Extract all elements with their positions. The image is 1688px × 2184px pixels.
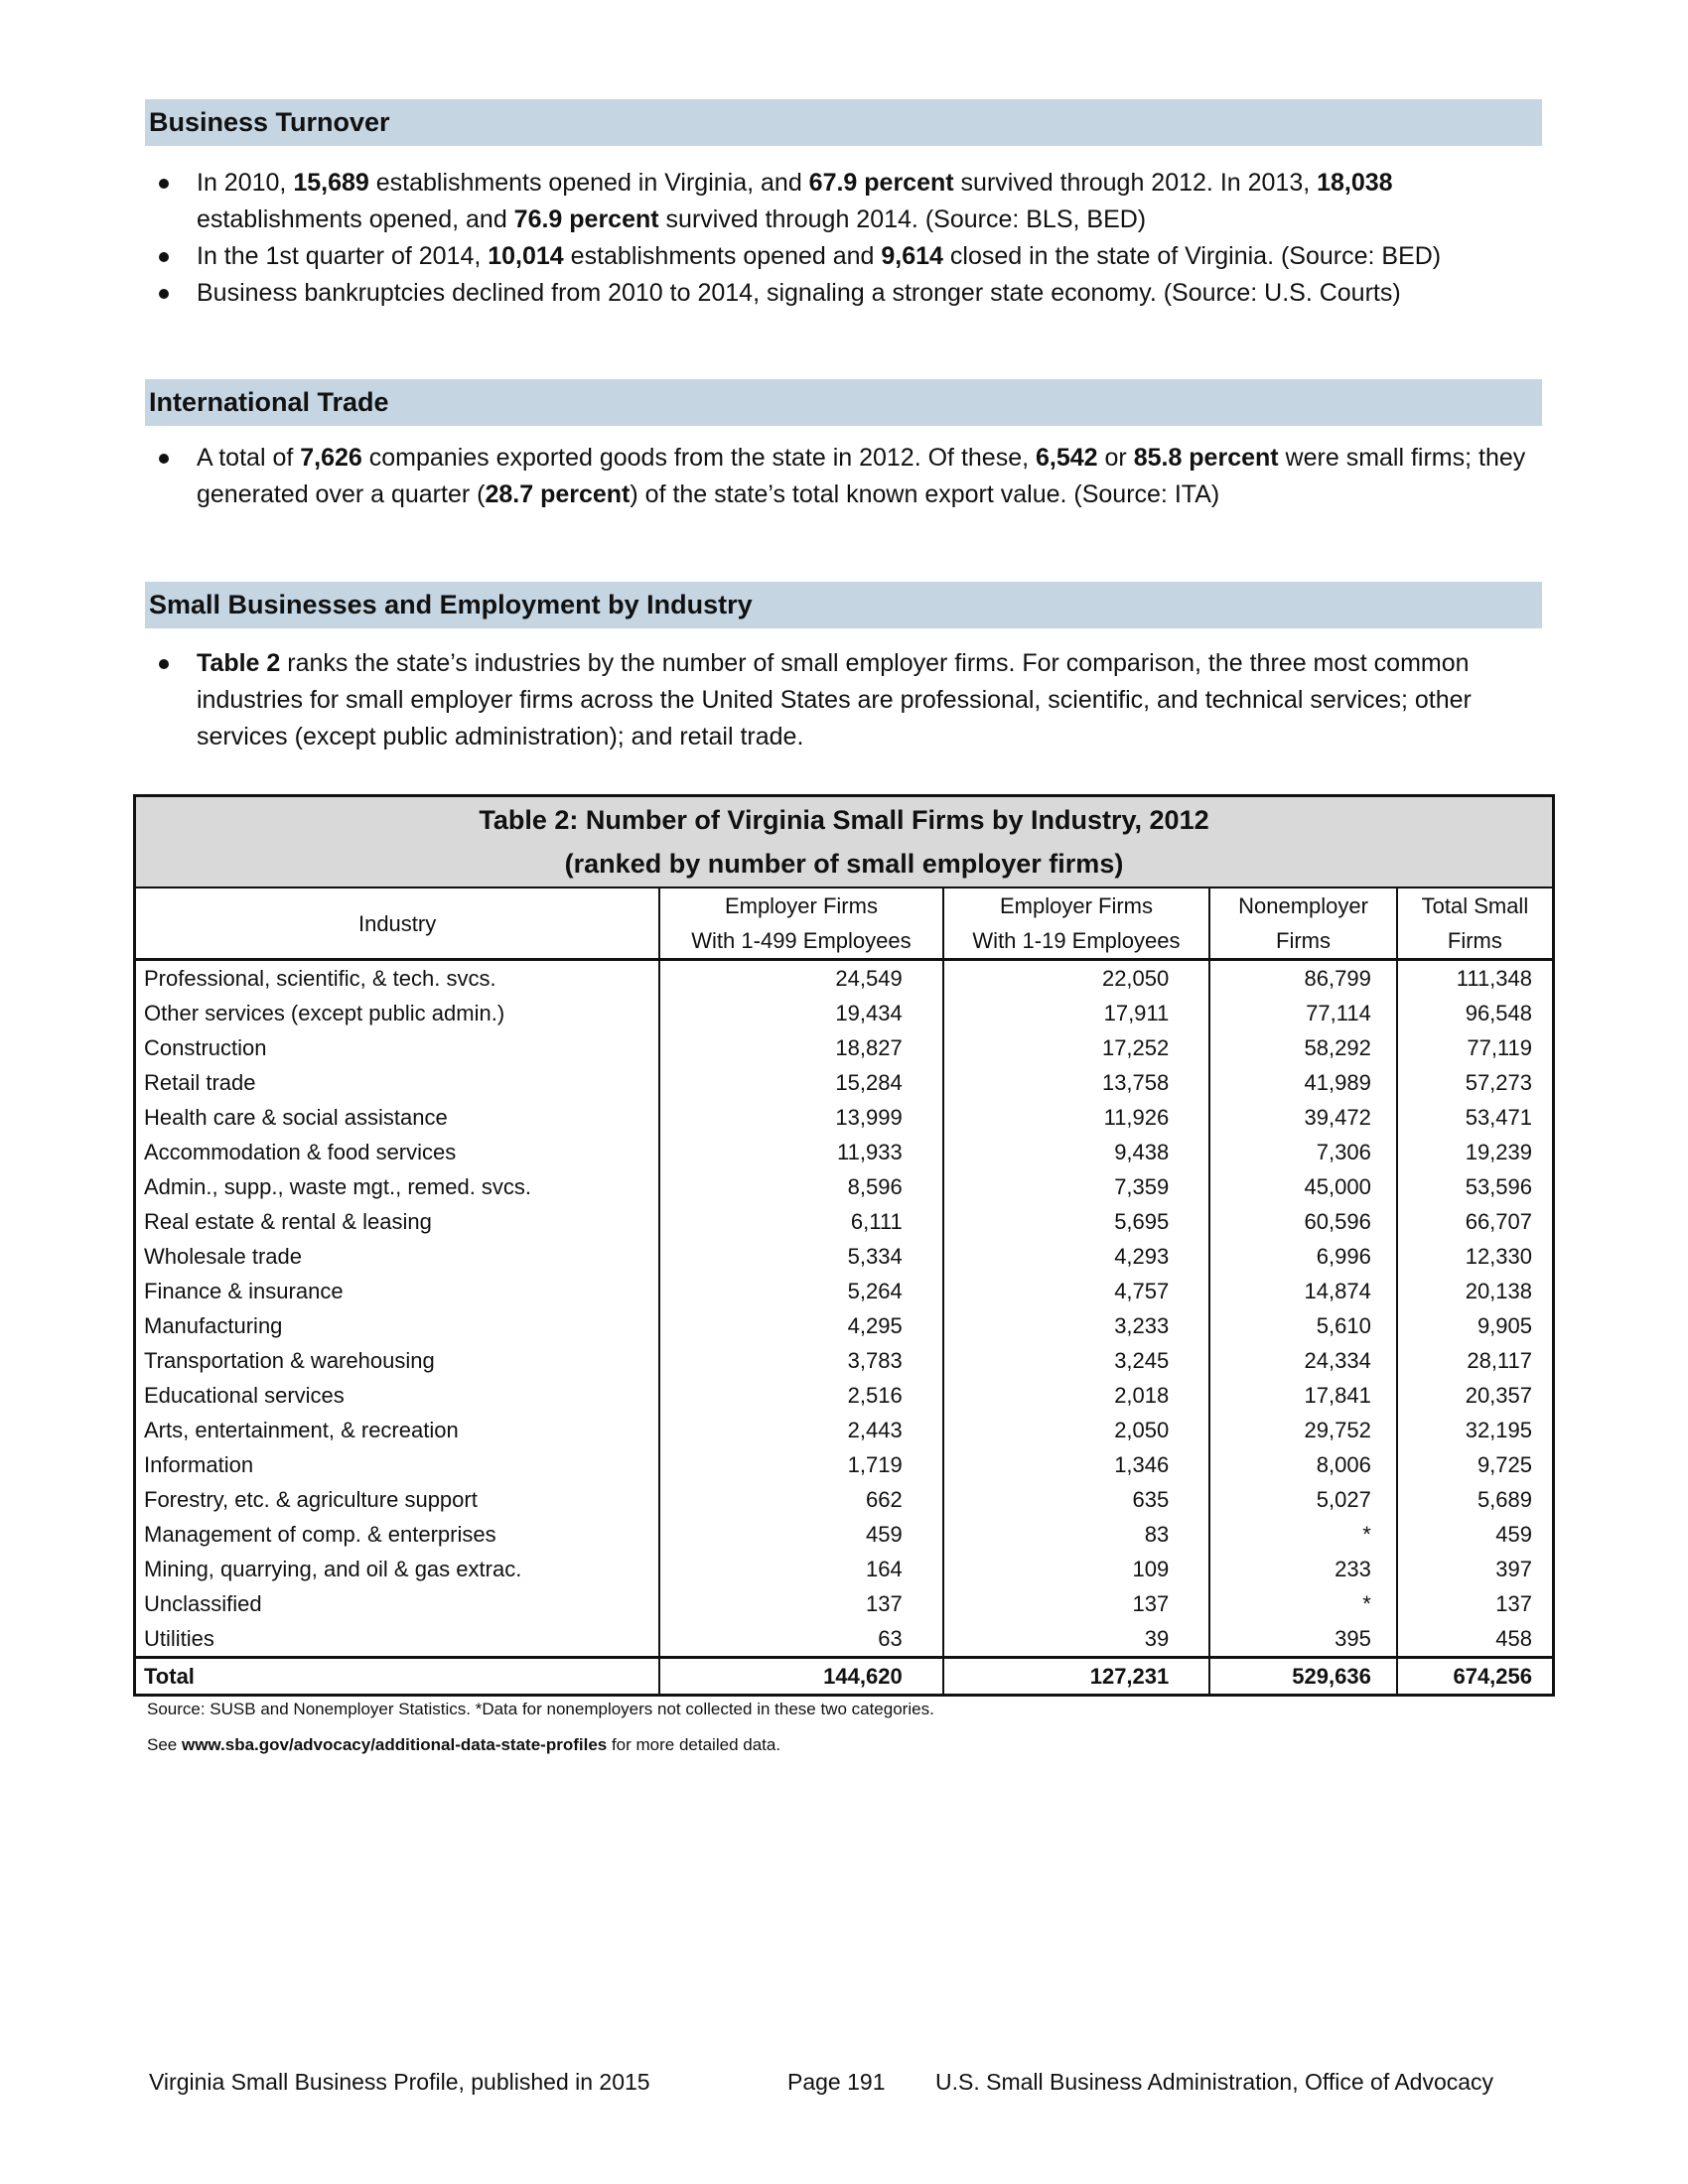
table-row <box>135 1135 1554 1169</box>
column-header-nonemployer: Nonemployer Firms <box>1209 887 1397 960</box>
total-small-firms: 674,256 <box>1397 1658 1554 1696</box>
cell-employer-1-499: 662 <box>659 1482 943 1517</box>
cell-industry-name: Real estate & rental & leasing <box>144 1209 432 1234</box>
cell-nonemployer: 60,596 <box>1209 1204 1397 1239</box>
bullet-item: Business bankruptcies declined from 2010 to 2014, signaling a stronger state economy. (Source: U.S. Courts) <box>145 275 1555 312</box>
bullet-item: A total of 7,626 companies exported goods from the state in 2012. Of these, 6,542 or 85.8 percent were small firms; they generated over a quarter (28.7 percent) of the state’s total known export value. (Source: ITA) <box>145 440 1555 513</box>
bullet-item: In the 1st quarter of 2014, 10,014 establishments opened and 9,614 closed in the state of Virginia. (Source: BED) <box>145 238 1555 275</box>
bullet-icon <box>159 179 169 189</box>
cell-nonemployer: 58,292 <box>1209 1030 1397 1065</box>
cell-employer-1-499: 137 <box>659 1586 943 1621</box>
cell-employer-1-499: 8,596 <box>659 1169 943 1204</box>
cell-nonemployer: 395 <box>1209 1621 1397 1658</box>
cell-industry-name: Retail trade <box>144 1070 256 1095</box>
cell-total-small: 5,689 <box>1397 1482 1554 1517</box>
table-row <box>135 1169 1554 1204</box>
cell-total-small: 57,273 <box>1397 1065 1554 1100</box>
more-data-note: See www.sba.gov/advocacy/additional-data-state-profiles for more detailed data. <box>147 1735 781 1754</box>
cell-industry-name: Educational services <box>144 1383 345 1408</box>
industry-table <box>133 794 1555 1697</box>
table-row <box>135 960 1554 997</box>
total-employer-1-19: 127,231 <box>943 1658 1210 1696</box>
cell-nonemployer: * <box>1209 1517 1397 1552</box>
cell-industry-name: Arts, entertainment, & recreation <box>144 1418 459 1442</box>
cell-employer-1-19: 2,018 <box>943 1378 1210 1413</box>
cell-employer-1-19: 109 <box>943 1552 1210 1586</box>
cell-employer-1-19: 4,757 <box>943 1274 1210 1308</box>
bullet-icon <box>159 252 169 262</box>
cell-employer-1-19: 137 <box>943 1586 1210 1621</box>
cell-total-small: 66,707 <box>1397 1204 1554 1239</box>
bullet-icon <box>159 659 169 669</box>
table-row <box>135 1378 1554 1413</box>
cell-total-small: 32,195 <box>1397 1413 1554 1447</box>
cell-employer-1-499: 164 <box>659 1552 943 1586</box>
cell-nonemployer: 86,799 <box>1209 960 1397 997</box>
table-row <box>135 1482 1554 1517</box>
column-header-employer-1-19: Employer Firms With 1-19 Employees <box>943 887 1210 960</box>
cell-total-small: 53,471 <box>1397 1100 1554 1135</box>
cell-total-small: 9,905 <box>1397 1308 1554 1343</box>
cell-industry-name: Utilities <box>144 1626 214 1651</box>
cell-employer-1-499: 5,334 <box>659 1239 943 1274</box>
total-employer-1-499: 144,620 <box>659 1658 943 1696</box>
cell-total-small: 19,239 <box>1397 1135 1554 1169</box>
cell-total-small: 20,138 <box>1397 1274 1554 1308</box>
cell-total-small: 9,725 <box>1397 1447 1554 1482</box>
bullet-icon <box>159 454 169 464</box>
cell-employer-1-499: 4,295 <box>659 1308 943 1343</box>
table-total-row <box>135 1658 1554 1696</box>
cell-nonemployer: 5,027 <box>1209 1482 1397 1517</box>
cell-employer-1-19: 2,050 <box>943 1413 1210 1447</box>
cell-industry-name: Unclassified <box>144 1591 262 1616</box>
table-row <box>135 1239 1554 1274</box>
cell-employer-1-19: 17,911 <box>943 996 1210 1030</box>
cell-employer-1-19: 13,758 <box>943 1065 1210 1100</box>
cell-employer-1-19: 39 <box>943 1621 1210 1658</box>
table-row <box>135 1204 1554 1239</box>
cell-industry-name: Transportation & warehousing <box>144 1348 435 1373</box>
column-header-total-small: Total Small Firms <box>1397 887 1554 960</box>
cell-employer-1-19: 635 <box>943 1482 1210 1517</box>
cell-industry-name: Mining, quarrying, and oil & gas extrac. <box>144 1557 522 1581</box>
cell-total-small: 53,596 <box>1397 1169 1554 1204</box>
cell-industry-name: Accommodation & food services <box>144 1140 457 1164</box>
footer-page-number: Page 191 <box>787 2069 886 2095</box>
cell-employer-1-499: 13,999 <box>659 1100 943 1135</box>
cell-employer-1-19: 5,695 <box>943 1204 1210 1239</box>
cell-industry-name: Admin., supp., waste mgt., remed. svcs. <box>144 1174 532 1199</box>
table-row <box>135 1586 1554 1621</box>
cell-total-small: 458 <box>1397 1621 1554 1658</box>
cell-industry-name: Wholesale trade <box>144 1244 302 1269</box>
cell-employer-1-499: 24,549 <box>659 960 943 997</box>
cell-nonemployer: 45,000 <box>1209 1169 1397 1204</box>
table-row <box>135 1517 1554 1552</box>
cell-total-small: 12,330 <box>1397 1239 1554 1274</box>
column-header-employer-1-499: Employer Firms With 1-499 Employees <box>659 887 943 960</box>
cell-total-small: 28,117 <box>1397 1343 1554 1378</box>
cell-nonemployer: 39,472 <box>1209 1100 1397 1135</box>
cell-employer-1-499: 18,827 <box>659 1030 943 1065</box>
cell-employer-1-19: 22,050 <box>943 960 1210 997</box>
table-row <box>135 1552 1554 1586</box>
cell-employer-1-19: 3,233 <box>943 1308 1210 1343</box>
cell-total-small: 20,357 <box>1397 1378 1554 1413</box>
footer-publisher: U.S. Small Business Administration, Office of Advocacy <box>935 2069 1494 2095</box>
cell-employer-1-19: 4,293 <box>943 1239 1210 1274</box>
cell-industry-name: Professional, scientific, & tech. svcs. <box>144 966 496 991</box>
cell-employer-1-499: 3,783 <box>659 1343 943 1378</box>
cell-industry-name: Construction <box>144 1035 267 1060</box>
cell-employer-1-499: 19,434 <box>659 996 943 1030</box>
industry-bullets <box>145 645 1555 755</box>
sba-data-link[interactable]: www.sba.gov/advocacy/additional-data-state-profiles <box>181 1735 608 1754</box>
footer-publication: Virginia Small Business Profile, published in 2015 <box>149 2069 650 2095</box>
cell-employer-1-499: 5,264 <box>659 1274 943 1308</box>
cell-nonemployer: 41,989 <box>1209 1065 1397 1100</box>
business-turnover-bullets <box>145 165 1555 312</box>
cell-total-small: 111,348 <box>1397 960 1554 997</box>
cell-total-small: 137 <box>1397 1586 1554 1621</box>
section-heading-small-businesses-by-industry: Small Businesses and Employment by Industry <box>145 582 1542 628</box>
table-row <box>135 1447 1554 1482</box>
cell-total-small: 397 <box>1397 1552 1554 1586</box>
table-row <box>135 1621 1554 1658</box>
cell-nonemployer: 17,841 <box>1209 1378 1397 1413</box>
table-row <box>135 1100 1554 1135</box>
table-row <box>135 1274 1554 1308</box>
cell-employer-1-499: 2,443 <box>659 1413 943 1447</box>
cell-nonemployer: 29,752 <box>1209 1413 1397 1447</box>
cell-nonemployer: 6,996 <box>1209 1239 1397 1274</box>
section-heading-international-trade: International Trade <box>145 379 1542 426</box>
cell-employer-1-19: 83 <box>943 1517 1210 1552</box>
cell-industry-name: Information <box>144 1452 254 1477</box>
cell-nonemployer: 233 <box>1209 1552 1397 1586</box>
total-nonemployer: 529,636 <box>1209 1658 1397 1696</box>
table-source-note: Source: SUSB and Nonemployer Statistics. *Data for nonemployers not collected in these two categories. <box>147 1700 934 1718</box>
table-row <box>135 996 1554 1030</box>
table-title: Table 2: Number of Virginia Small Firms by Industry, 2012 (ranked by number of small employer firms) <box>135 796 1554 888</box>
cell-total-small: 96,548 <box>1397 996 1554 1030</box>
cell-nonemployer: 24,334 <box>1209 1343 1397 1378</box>
cell-employer-1-19: 1,346 <box>943 1447 1210 1482</box>
cell-employer-1-19: 11,926 <box>943 1100 1210 1135</box>
cell-industry-name: Forestry, etc. & agriculture support <box>144 1487 478 1512</box>
cell-employer-1-499: 1,719 <box>659 1447 943 1482</box>
table-header-row <box>135 887 1554 960</box>
bullet-item: In 2010, 15,689 establishments opened in Virginia, and 67.9 percent survived through 2012. In 2013, 18,038 establishments opened, and 76.9 percent survived through 2014. (Source: BLS, BED) <box>145 165 1555 238</box>
cell-industry-name: Finance & insurance <box>144 1279 344 1303</box>
cell-industry-name: Management of comp. & enterprises <box>144 1522 496 1547</box>
cell-employer-1-19: 7,359 <box>943 1169 1210 1204</box>
cell-nonemployer: 8,006 <box>1209 1447 1397 1482</box>
cell-nonemployer: 7,306 <box>1209 1135 1397 1169</box>
cell-employer-1-499: 15,284 <box>659 1065 943 1100</box>
total-label: Total <box>135 1658 660 1696</box>
column-header-industry: Industry <box>135 887 660 960</box>
international-trade-bullets <box>145 440 1555 513</box>
cell-employer-1-19: 17,252 <box>943 1030 1210 1065</box>
cell-nonemployer: 77,114 <box>1209 996 1397 1030</box>
cell-employer-1-19: 9,438 <box>943 1135 1210 1169</box>
cell-employer-1-499: 63 <box>659 1621 943 1658</box>
table-row <box>135 1343 1554 1378</box>
section-heading-business-turnover: Business Turnover <box>145 99 1542 146</box>
cell-nonemployer: * <box>1209 1586 1397 1621</box>
table-row <box>135 1065 1554 1100</box>
table-row <box>135 1413 1554 1447</box>
cell-employer-1-499: 11,933 <box>659 1135 943 1169</box>
cell-employer-1-499: 459 <box>659 1517 943 1552</box>
cell-nonemployer: 14,874 <box>1209 1274 1397 1308</box>
cell-employer-1-499: 2,516 <box>659 1378 943 1413</box>
cell-employer-1-499: 6,111 <box>659 1204 943 1239</box>
table-row <box>135 1308 1554 1343</box>
cell-industry-name: Other services (except public admin.) <box>144 1001 505 1025</box>
cell-industry-name: Health care & social assistance <box>144 1105 448 1130</box>
bullet-item: Table 2 ranks the state’s industries by the number of small employer firms. For comparison, the three most common industries for small employer firms across the United States are professional, scientific, and technical services; other services (except public administration); and retail trade. <box>145 645 1555 755</box>
cell-industry-name: Manufacturing <box>144 1313 283 1338</box>
cell-employer-1-19: 3,245 <box>943 1343 1210 1378</box>
bullet-icon <box>159 289 169 299</box>
cell-nonemployer: 5,610 <box>1209 1308 1397 1343</box>
cell-total-small: 459 <box>1397 1517 1554 1552</box>
table-row <box>135 1030 1554 1065</box>
cell-total-small: 77,119 <box>1397 1030 1554 1065</box>
